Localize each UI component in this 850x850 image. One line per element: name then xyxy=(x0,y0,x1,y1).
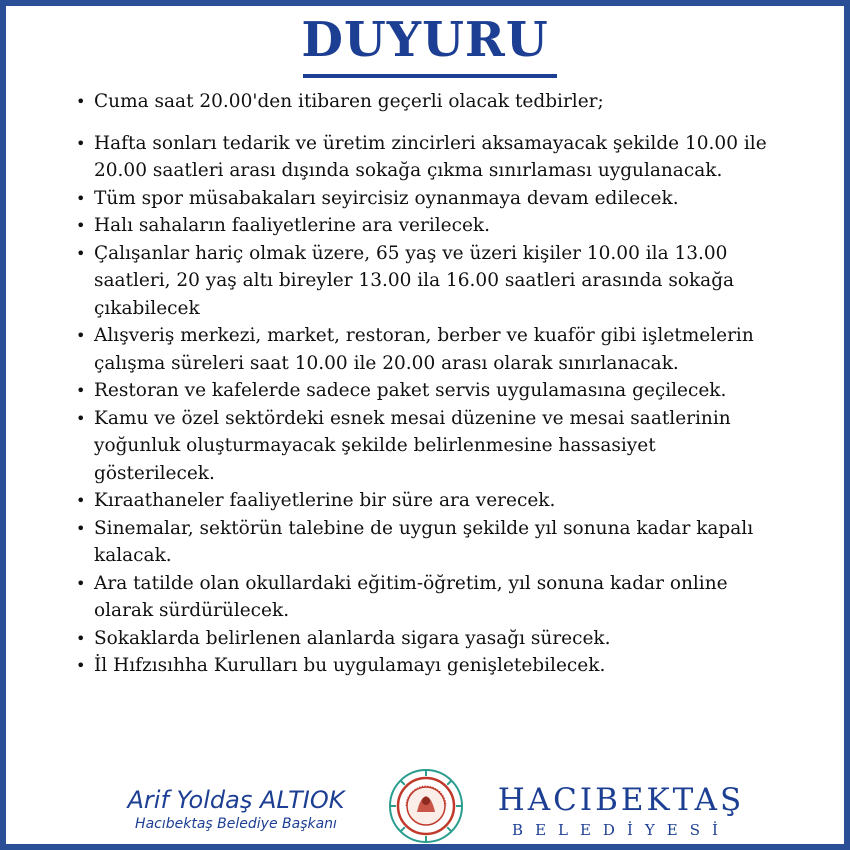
title-underline xyxy=(303,74,557,78)
bullet-icon: • xyxy=(76,216,86,235)
list-item xyxy=(78,515,778,570)
list-item xyxy=(78,377,778,405)
list-item xyxy=(78,130,778,185)
list-item xyxy=(78,88,778,116)
list-item-text: Kıraathaneler faaliyetlerine bir süre ara verecek. xyxy=(94,490,556,511)
bullet-icon: • xyxy=(76,326,86,345)
list-item-text: İl Hıfzısıhha Kurulları bu uygulamayı genişletebilecek. xyxy=(94,655,606,676)
list-item xyxy=(78,570,778,625)
list-item-text: Cuma saat 20.00'den itibaren geçerli olacak tedbirler; xyxy=(94,91,604,112)
page-title: DUYURU xyxy=(301,12,549,68)
list-item-text: Kamu ve özel sektördeki esnek mesai düzenine ve mesai saatlerinin yoğunluk oluşturmayacak şekilde belirlenmesine hassasiyet gösterilecek. xyxy=(94,407,731,484)
mayor-name: Arif Yoldaş ALTIOK xyxy=(127,786,345,814)
list-item-text: Restoran ve kafelerde sadece paket servis uygulamasına geçilecek. xyxy=(94,380,727,401)
signature-footer xyxy=(6,766,844,844)
list-item-text: Sinemalar, sektörün talebine de uygun şekilde yıl sonuna kadar kapalı kalacak. xyxy=(94,517,754,566)
bullet-icon: • xyxy=(76,518,86,538)
list-item xyxy=(78,240,778,323)
list-item-text: Halı sahaların faaliyetlerine ara verilecek. xyxy=(94,215,490,236)
municipality-seal-icon xyxy=(386,768,466,844)
list-item-text: Alışveriş merkezi, market, restoran, berber ve kuaför gibi işletmelerin çalışma süreleri saat 10.00 ile 20.00 arası olarak sınırlanacak. xyxy=(94,325,754,374)
announcement-list xyxy=(78,88,778,680)
mayor-title: Hacıbektaş Belediye Başkanı xyxy=(135,816,337,832)
list-item-text: Tüm spor müsabakaları seyircisiz oynanmaya devam edilecek. xyxy=(94,187,679,209)
organization-name: HACIBEKTAŞ xyxy=(497,782,745,818)
bullet-icon: • xyxy=(76,133,86,153)
bullet-icon: • xyxy=(76,408,86,428)
list-item-text: Çalışanlar hariç olmak üzere, 65 yaş ve üzeri kişiler 10.00 ila 13.00 saatleri, 20 yaş altı bireyler 13.00 ila 16.00 saatleri arasında sokağa çıkabilecek xyxy=(94,242,735,319)
bullet-icon: • xyxy=(76,243,86,263)
list-item xyxy=(78,322,778,377)
list-item-text: Hafta sonları tedarik ve üretim zincirleri aksamayacak şekilde 10.00 ile 20.00 saatleri arası dışında sokağa çıkma sınırlaması uygulanacak. xyxy=(94,132,767,181)
list-item xyxy=(78,625,778,653)
list-item-text: Ara tatilde olan okullardaki eğitim-öğretim, yıl sonuna kadar online olarak sürdürülecek. xyxy=(94,572,728,621)
list-item xyxy=(78,652,778,680)
list-item xyxy=(78,185,778,213)
bullet-icon: • xyxy=(76,656,86,675)
bullet-icon: • xyxy=(76,188,86,208)
list-item xyxy=(78,212,778,240)
bullet-icon: • xyxy=(76,628,86,648)
bullet-icon: • xyxy=(76,491,86,510)
organization-subtitle: BELEDİYESİ xyxy=(512,821,730,839)
bullet-icon: • xyxy=(76,92,86,111)
bullet-icon: • xyxy=(76,381,86,400)
bullet-icon: • xyxy=(76,573,86,593)
list-item xyxy=(78,487,778,515)
list-item xyxy=(78,405,778,488)
announcement-card xyxy=(6,6,844,844)
list-item-text: Sokaklarda belirlenen alanlarda sigara yasağı sürecek. xyxy=(94,627,611,649)
